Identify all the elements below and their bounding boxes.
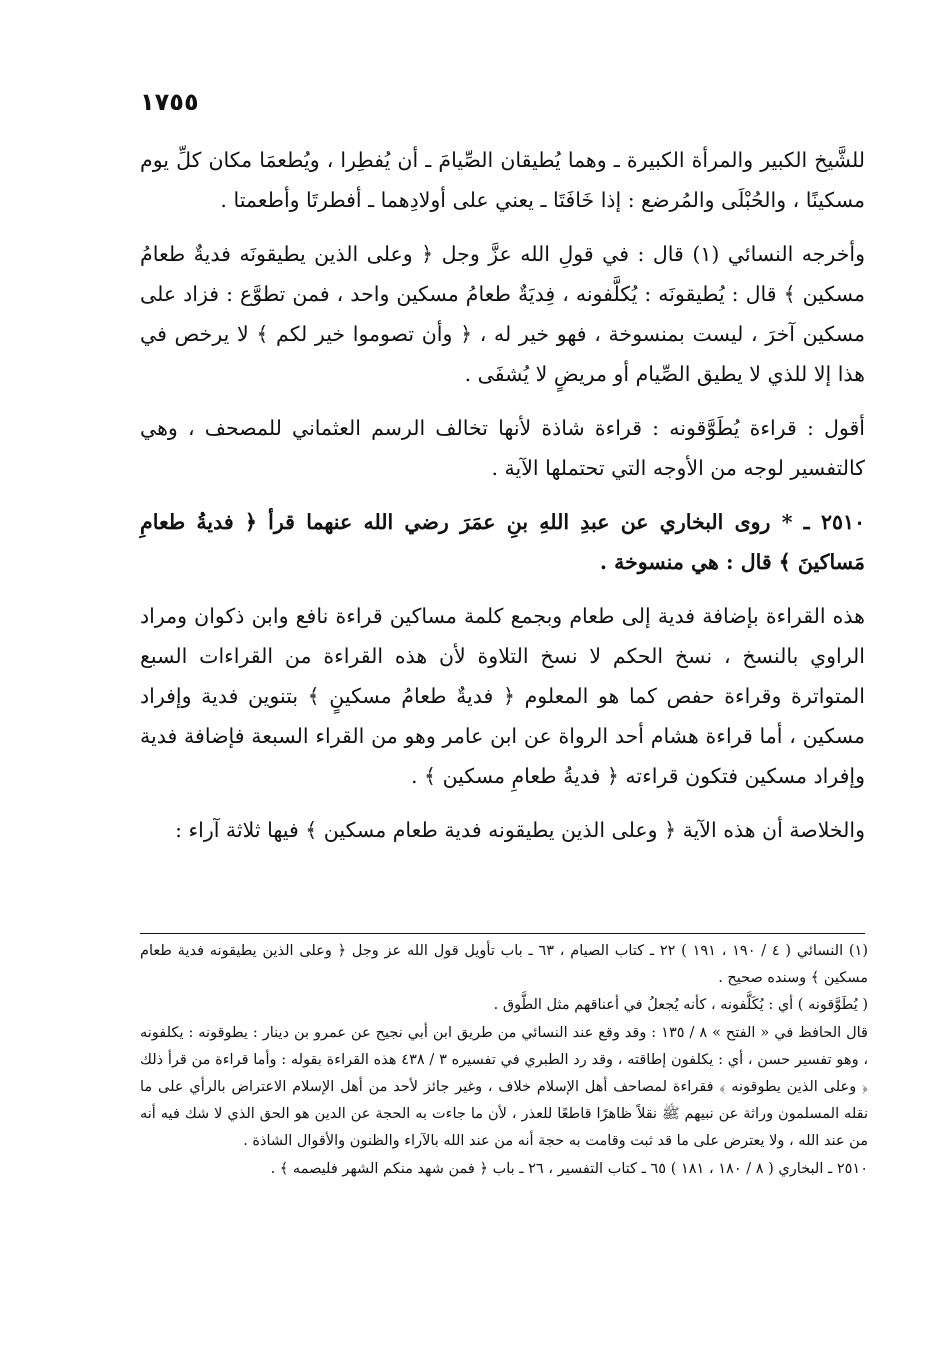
paragraph-5: هذه القراءة بإضافة فدية إلى طعام وبجمع كلمة مساكين قراءة نافع وابن ذكوان ومراد الراوي بالنسخ ، نسخ الحكم لا نسخ التلاوة لأن هذه القراءة من القراءات السبع المتواترة وقراءة حفص كما هو المعلوم ﴿ فديةٌ طعامُ مسكينٍ ﴾ بتنوين فدية وإفراد مسكين ، أما قراءة هشام أحد الرواة عن ابن عامر وهو من القراء السبعة فإضافة فدية وإفراد مسكين فتكون قراءته ﴿ فديةُ طعامِ مسكين ﴾ . [140,604,865,788]
footnotes [140,938,868,1183]
main-text [140,140,865,864]
hadith-2510: ٢٥١٠ ـ * روى البخاري عن عبدِ اللهِ بنِ عمَرَ رضي الله عنهما قرأ ﴿ فديةُ طعامِ مَساكينَ ﴾ قال : هي منسوخة . [140,510,865,574]
footnote-definition: ( يُطَوَّقونه ) أي : يُكَلَّفونه ، كأنه يُجعلُ في أعناقهم مثل الطَّوق . [493,997,868,1014]
paragraph-3: أقول : قراءة يُطَوَّقونه : قراءة شاذة لأنها تخالف الرسم العثماني للمصحف ، وهي كالتفسير لوجه من الأوجه التي تحتملها الآية . [140,416,865,480]
footnote-2510: ٢٥١٠ ـ البخاري ( ٨ / ١٨٠ ، ١٨١ ) ٦٥ ـ كتاب التفسير ، ٢٦ ـ باب ﴿ فمن شهد منكم الشهر فليصمه ﴾ . [270,1160,868,1177]
footnote-1: (١) النسائي ( ٤ / ١٩٠ ، ١٩١ ) ٢٢ ـ كتاب الصيام ، ٦٣ ـ باب تأويل قول الله عز وجل ﴿ وعلى الذين يطيقونه فدية طعام مسكين ﴾ وسنده صحيح . [140,943,868,987]
page-number: ١٧٥٥ [140,88,199,116]
paragraph-2: وأخرجه النسائي (١) قال : في قولِ الله عزَّ وجل ﴿ وعلى الذين يطيقونَه فديةٌ طعامُ مسكين ﴾ قال : يُطيقونَه : يُكلَّفونه ، فِديَةٌ طعامُ مسكين واحد ، فمن تطوَّع : فزاد على مسكين آخرَ ، ليست بمنسوخة ، فهو خير له ، ﴿ وأن تصوموا خير لكم ﴾ لا يرخص في هذا إلا للذي لا يطيق الصِّيام أو مريضٍ لا يُشفَى . [140,242,865,386]
footnote-hafiz-quote: قال الحافظ في « الفتح » ٨ / ١٣٥ : وقد وقع عند النسائي من طريق ابن أبي نجيح عن عمرو بن دينار : يطوقونه : يكلفونه ، وهو تفسير حسن ، أي : يكلفون إطاقته ، وقد رد الطبري في تفسيره ٣ / ٤٣٨ هذه القراءة بقوله : وأما قراءة من قرأ ذلك ﴿ وعلى الذين يطوقونه ﴾ فقراءة لمصاحف أهل الإسلام خلاف ، وغير جائز لأحد من أهل الإسلام الاعتراض بالرأي على ما نقله المسلمون وراثة عن نبيهم ﷺ نقلاً ظاهرًا قاطعًا للعذر ، لأن ما جاءت به الحجة عن الدين هو الحق الذي لا شك فيه أنه من عند الله ، ولا يعترض على ما قد ثبت وقامت به حجة أنه من عند الله بالآراء والظنون والأقوال الشاذة . [140,1024,869,1150]
paragraph-6: والخلاصة أن هذه الآية ﴿ وعلى الذين يطيقونه فدية طعام مسكين ﴾ فيها ثلاثة آراء : [175,818,865,842]
footnote-separator [140,933,865,934]
paragraph-1: للشَّيخ الكبير والمرأة الكبيرة ـ وهما يُطيقان الصِّيامَ ـ أن يُفطِرا ، ويُطعمَا مكان كلِّ يوم مسكينًا ، والحُبْلَى والمُرضع : إذا خَافَتَا ـ يعني على أولادِهما ـ أفطرتَا وأطعمتا . [140,148,865,212]
